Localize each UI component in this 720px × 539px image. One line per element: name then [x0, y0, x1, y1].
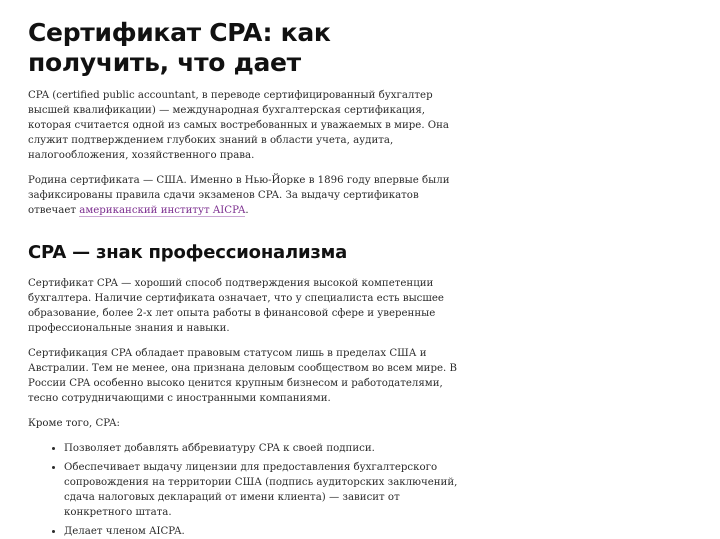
- list-item: • Позволяет добавлять аббревиатуру CPA к своей подписи.: [64, 441, 468, 456]
- article: [28, 18, 468, 539]
- list-item: • Обеспечивает выдачу лицензии для предоставления бухгалтерского сопровождения на территории США (подпись аудиторских заключений, сдача налоговых деклараций от имени клиента) — зависит от конкретного штата.: [64, 460, 468, 520]
- intro-paragraph-2-text: Родина сертификата — США. Именно в Нью-Йорке в 1896 году впервые были зафиксированы правила сдачи экзаменов CPA. За выдачу сертификатов отвечает: [28, 175, 450, 216]
- intro-paragraph-1: CPA (certified public accountant, в переводе сертифицированный бухгалтер высшей квалификации) — международная бухгалтерская сертификация, которая считается одной из самых востребованных и уважаемых в мире. Она служит подтверждением глубоких знаний в области учета, аудита, налогообложения, хозяйственного права.: [28, 90, 450, 161]
- section-paragraph-1: Сертификат CPA — хороший способ подтверждения высокой компетенции бухгалтера. Наличие сертификата означает, что у специалиста есть высшее образование, более 2-х лет опыта работы в финансовой сфере и уверенные профессиональные знания и навыки.: [28, 278, 444, 334]
- article-title: Сертификат CPA: как получить, что дает: [28, 18, 331, 77]
- intro-paragraph-2: [28, 173, 468, 218]
- benefits-list: [28, 441, 468, 539]
- list-item: • Делает членом AICPA.: [64, 524, 468, 539]
- section-heading: CPA — знак профессионализма: [28, 242, 348, 263]
- section-paragraph-3: Кроме того, CPA:: [28, 418, 120, 429]
- section-paragraph-2: Сертификация CPA обладает правовым статусом лишь в пределах США и Австралии. Тем не менее, она признана деловым сообществом во всем мире. В России CPA особенно высоко ценится крупным бизнесом и работодателями, тесно сотрудничающими с иностранными компаниями.: [28, 348, 457, 404]
- intro-paragraph-2-end: .: [245, 205, 249, 216]
- aicpa-link[interactable]: американский институт AICPA: [79, 205, 246, 216]
